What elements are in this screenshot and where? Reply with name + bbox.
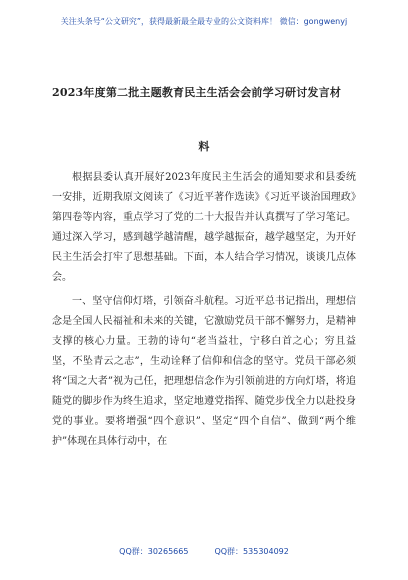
- title-line-1: 2023年度第二批主题教育民主生活会会前学习研讨发言材: [52, 86, 342, 99]
- paragraph: 根据县委认真开展好2023年度民主生活会的通知要求和县委统一安排，近期我原文阅读了《习近平著作选读》《习近平谈治国理政》第四卷等内容，重点学习了党的二十大报告并认真撰写了学习笔记。通过深入学习，感到越学越清醒，越学越振奋，越学越坚定，为开好民主生活会打牢了思想基础。下面，本人结合学习情况，谈谈几点体会。: [52, 172, 356, 283]
- document-body: [52, 168, 356, 456]
- title-line-2: 料: [198, 140, 210, 153]
- document-title: [52, 66, 356, 174]
- qq-group-2: QQ群：535304092: [214, 547, 289, 556]
- top-banner: 关注头条号“公文研究”，获得最新最全最专业的公文资料库！ 微信：gongwenyj: [60, 17, 348, 26]
- paragraph: 一、坚守信仰灯塔，引领奋斗航程。习近平总书记指出，理想信念是全国人民福祉和未来的关键，它激励党员干部不懈努力，是精神支撑的核心力量。王勃的诗句“老当益壮，宁移白首之心；穷且益坚，不坠青云之志”，生动诠释了信仰和信念的坚守。党员干部必须将“国之大者”视为己任，把理想信念作为引领前进的方向灯塔，将追随党的脚步作为终生追求，坚定地遵党指挥、随党步伐全力以赴投身党的事业。要将增强“四个意识”、坚定“四个自信”、做到“两个维护”体现在具体行动中，在: [52, 296, 356, 447]
- qq-group-1: QQ群：30265665: [119, 547, 189, 556]
- footer: [0, 546, 408, 557]
